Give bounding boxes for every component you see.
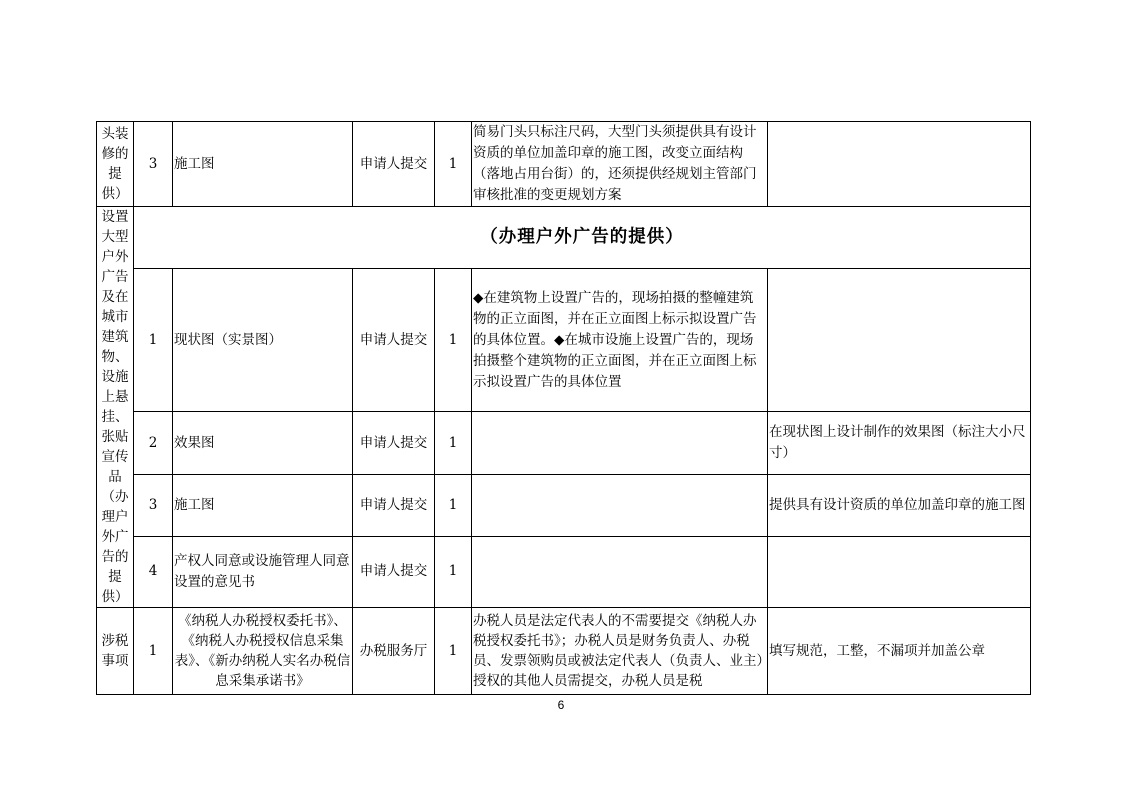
- provider: 申请人提交: [353, 474, 435, 536]
- table-row: [97, 269, 1031, 412]
- table-row: [97, 536, 1031, 607]
- requirement: 办税人员是法定代表人的不需要提交《纳税人办税授权委托书》；办税人员是财务负责人、办税员、发票领购员或被法定代表人（负责人、业主）授权的其他人员需提交，办税人员是税: [472, 608, 768, 695]
- material-name: 效果图: [173, 412, 353, 474]
- table-row: [97, 608, 1031, 695]
- copies: 1: [435, 122, 472, 207]
- note: [768, 536, 1031, 607]
- material-name: 产权人同意或设施管理人同意设置的意见书: [173, 536, 353, 607]
- item-number: 1: [134, 269, 173, 412]
- requirement: [472, 536, 768, 607]
- item-number: 1: [134, 608, 173, 695]
- copies: 1: [435, 269, 472, 412]
- provider: 申请人提交: [353, 536, 435, 607]
- requirement: 简易门头只标注尺码，大型门头须提供具有设计资质的单位加盖印章的施工图，改变立面结构（落地占用台街）的，还须提供经规划主管部门审核批准的变更规划方案: [472, 122, 768, 207]
- item-number: 3: [134, 474, 173, 536]
- material-name: 施工图: [173, 122, 353, 207]
- copies: 1: [435, 608, 472, 695]
- item-number: 2: [134, 412, 173, 474]
- category-cell: 设置大型户外广告及在城市建筑物、设施上悬挂、张贴宣传品（办理户外广告的提供）: [97, 207, 134, 608]
- material-name: 施工图: [173, 474, 353, 536]
- copies: 1: [435, 474, 472, 536]
- section-row: [97, 207, 1031, 269]
- table-row: [97, 122, 1031, 207]
- material-name: 《纳税人办税授权委托书》、《纳税人办税授权信息采集表》、《新办纳税人实名办税信息采集承诺书》: [173, 608, 353, 695]
- provider: 申请人提交: [353, 122, 435, 207]
- note: [768, 122, 1031, 207]
- note: 提供具有设计资质的单位加盖印章的施工图: [768, 474, 1031, 536]
- page-number: 6: [557, 698, 565, 712]
- note: 填写规范，工整，不漏项并加盖公章: [768, 608, 1031, 695]
- table-row: [97, 412, 1031, 474]
- requirements-table: [96, 121, 1031, 695]
- requirement: [472, 474, 768, 536]
- provider: 申请人提交: [353, 412, 435, 474]
- category-cell: 头装修的提供）: [97, 122, 134, 207]
- material-name: 现状图（实景图）: [173, 269, 353, 412]
- provider: 申请人提交: [353, 269, 435, 412]
- provider: 办税服务厅: [353, 608, 435, 695]
- requirement: ◆在建筑物上设置广告的，现场拍摄的整幢建筑物的正立面图，并在正立面图上标示拟设置广告的具体位置。◆在城市设施上设置广告的，现场拍摄整个建筑物的正立面图，并在正立面图上标示拟设置广告的具体位置: [472, 269, 768, 412]
- category-cell: 涉税事项: [97, 608, 134, 695]
- requirement: [472, 412, 768, 474]
- table-row: [97, 474, 1031, 536]
- item-number: 4: [134, 536, 173, 607]
- copies: 1: [435, 412, 472, 474]
- section-title: （办理户外广告的提供）: [134, 207, 1031, 269]
- copies: 1: [435, 536, 472, 607]
- item-number: 3: [134, 122, 173, 207]
- note: [768, 269, 1031, 412]
- note: 在现状图上设计制作的效果图（标注大小尺寸）: [768, 412, 1031, 474]
